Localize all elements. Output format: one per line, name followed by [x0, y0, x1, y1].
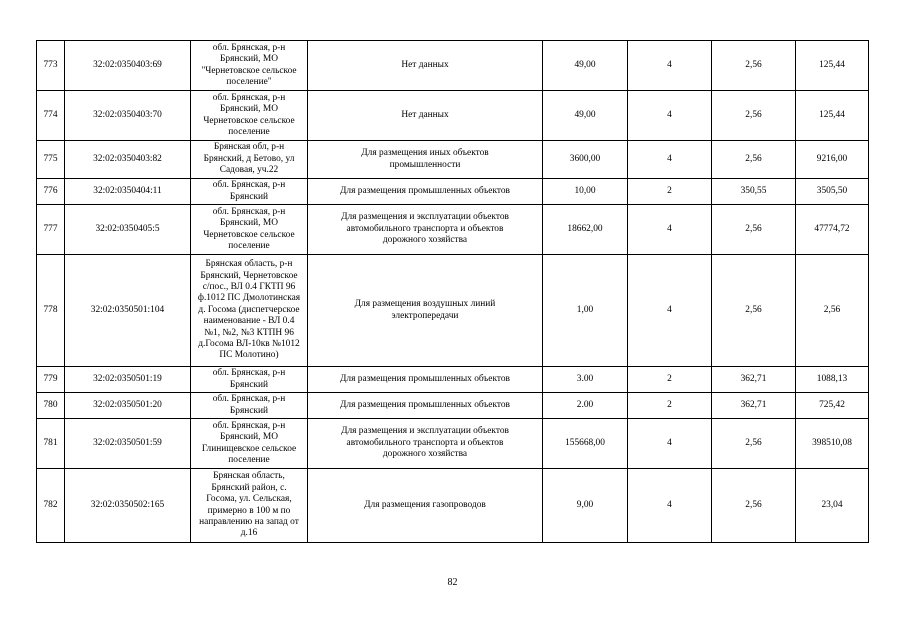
permitted-use: Нет данных: [308, 91, 543, 141]
cadastral-number: 32:02:0350502:165: [65, 469, 191, 543]
cadastral-number: 32:02:0350501:104: [65, 255, 191, 367]
cadastral-number: 32:02:0350501:20: [65, 393, 191, 419]
group: 4: [628, 205, 712, 255]
cadastral-number: 32:02:0350404:11: [65, 179, 191, 205]
cadastral-number: 32:02:0350403:82: [65, 141, 191, 179]
row-number: 778: [37, 255, 65, 367]
area: 49,00: [543, 91, 628, 141]
row-number: 773: [37, 41, 65, 91]
permitted-use: Нет данных: [308, 41, 543, 91]
cadastral-number: 32:02:0350405:5: [65, 205, 191, 255]
address: Брянская обл, р-н Брянский, д Бетово, ул Садовая, уч.22: [191, 141, 308, 179]
rate: 2,56: [712, 141, 796, 179]
rate: 2,56: [712, 255, 796, 367]
row-number: 781: [37, 419, 65, 469]
row-number: 774: [37, 91, 65, 141]
page-number: 82: [447, 577, 458, 588]
rate: 2,56: [712, 91, 796, 141]
area: 3.00: [543, 367, 628, 393]
group: 4: [628, 469, 712, 543]
area: 3600,00: [543, 141, 628, 179]
address: обл. Брянская, р-н Брянский, МО Глинищевское сельское поселение: [191, 419, 308, 469]
table-row: [37, 419, 869, 469]
value: 398510,08: [796, 419, 869, 469]
cadastral-number: 32:02:0350501:59: [65, 419, 191, 469]
table-row: [37, 469, 869, 543]
area: 2.00: [543, 393, 628, 419]
value: 125,44: [796, 41, 869, 91]
rate: 350,55: [712, 179, 796, 205]
area: 18662,00: [543, 205, 628, 255]
group: 4: [628, 91, 712, 141]
permitted-use: Для размещения промышленных объектов: [308, 393, 543, 419]
address: обл. Брянская, р-н Брянский: [191, 393, 308, 419]
area: 9,00: [543, 469, 628, 543]
value: 9216,00: [796, 141, 869, 179]
rate: 2,56: [712, 205, 796, 255]
value: 725,42: [796, 393, 869, 419]
row-number: 779: [37, 367, 65, 393]
rate: 362,71: [712, 367, 796, 393]
permitted-use: Для размещения и эксплуатации объектов автомобильного транспорта и объектов дорожного хозяйства: [308, 419, 543, 469]
address: обл. Брянская, р-н Брянский, МО Чернетовское сельское поселение: [191, 205, 308, 255]
value: 1088,13: [796, 367, 869, 393]
rate: 2,56: [712, 469, 796, 543]
address: Брянская область, Брянский район, с. Госома, ул. Сельская, примерно в 100 м по направлению на запад от д.16: [191, 469, 308, 543]
table-row: [37, 205, 869, 255]
address: Брянская область, р-н Брянский, Чернетовское с/пос., ВЛ 0.4 ГКТП 96 ф.1012 ПС Дмолотинская д. Госома (диспетчерское наименование - ВЛ 0.4 №1, №2, №3 КТПН 96 д.Госома ВЛ-10кв №1012 ПС Молотино): [191, 255, 308, 367]
cadastral-number: 32:02:0350501:19: [65, 367, 191, 393]
row-number: 777: [37, 205, 65, 255]
permitted-use: Для размещения и эксплуатации объектов автомобильного транспорта и объектов дорожного хозяйства: [308, 205, 543, 255]
row-number: 776: [37, 179, 65, 205]
permitted-use: Для размещения воздушных линий электропередачи: [308, 255, 543, 367]
cadastral-number: 32:02:0350403:70: [65, 91, 191, 141]
value: 47774,72: [796, 205, 869, 255]
row-number: 780: [37, 393, 65, 419]
value: 3505,50: [796, 179, 869, 205]
cadastral-number: 32:02:0350403:69: [65, 41, 191, 91]
permitted-use: Для размещения иных объектов промышленности: [308, 141, 543, 179]
group: 4: [628, 255, 712, 367]
address: обл. Брянская, р-н Брянский, МО Чернетовское сельское поселение: [191, 91, 308, 141]
table-row: [37, 41, 869, 91]
table-row: [37, 141, 869, 179]
rate: 362,71: [712, 393, 796, 419]
area: 155668,00: [543, 419, 628, 469]
address: обл. Брянская, р-н Брянский, МО "Чернетовское сельское поселение": [191, 41, 308, 91]
value: 23,04: [796, 469, 869, 543]
row-number: 775: [37, 141, 65, 179]
value: 2,56: [796, 255, 869, 367]
value: 125,44: [796, 91, 869, 141]
permitted-use: Для размещения газопроводов: [308, 469, 543, 543]
group: 2: [628, 179, 712, 205]
table-row: [37, 91, 869, 141]
rate: 2,56: [712, 41, 796, 91]
address: обл. Брянская, р-н Брянский: [191, 179, 308, 205]
area: 49,00: [543, 41, 628, 91]
table-row: [37, 255, 869, 367]
group: 4: [628, 419, 712, 469]
table-row: [37, 367, 869, 393]
permitted-use: Для размещения промышленных объектов: [308, 367, 543, 393]
row-number: 782: [37, 469, 65, 543]
group: 4: [628, 41, 712, 91]
rate: 2,56: [712, 419, 796, 469]
address: обл. Брянская, р-н Брянский: [191, 367, 308, 393]
land-registry-table: [36, 40, 869, 543]
group: 2: [628, 367, 712, 393]
group: 4: [628, 141, 712, 179]
area: 1,00: [543, 255, 628, 367]
permitted-use: Для размещения промышленных объектов: [308, 179, 543, 205]
table-row: [37, 179, 869, 205]
table-row: [37, 393, 869, 419]
group: 2: [628, 393, 712, 419]
area: 10,00: [543, 179, 628, 205]
